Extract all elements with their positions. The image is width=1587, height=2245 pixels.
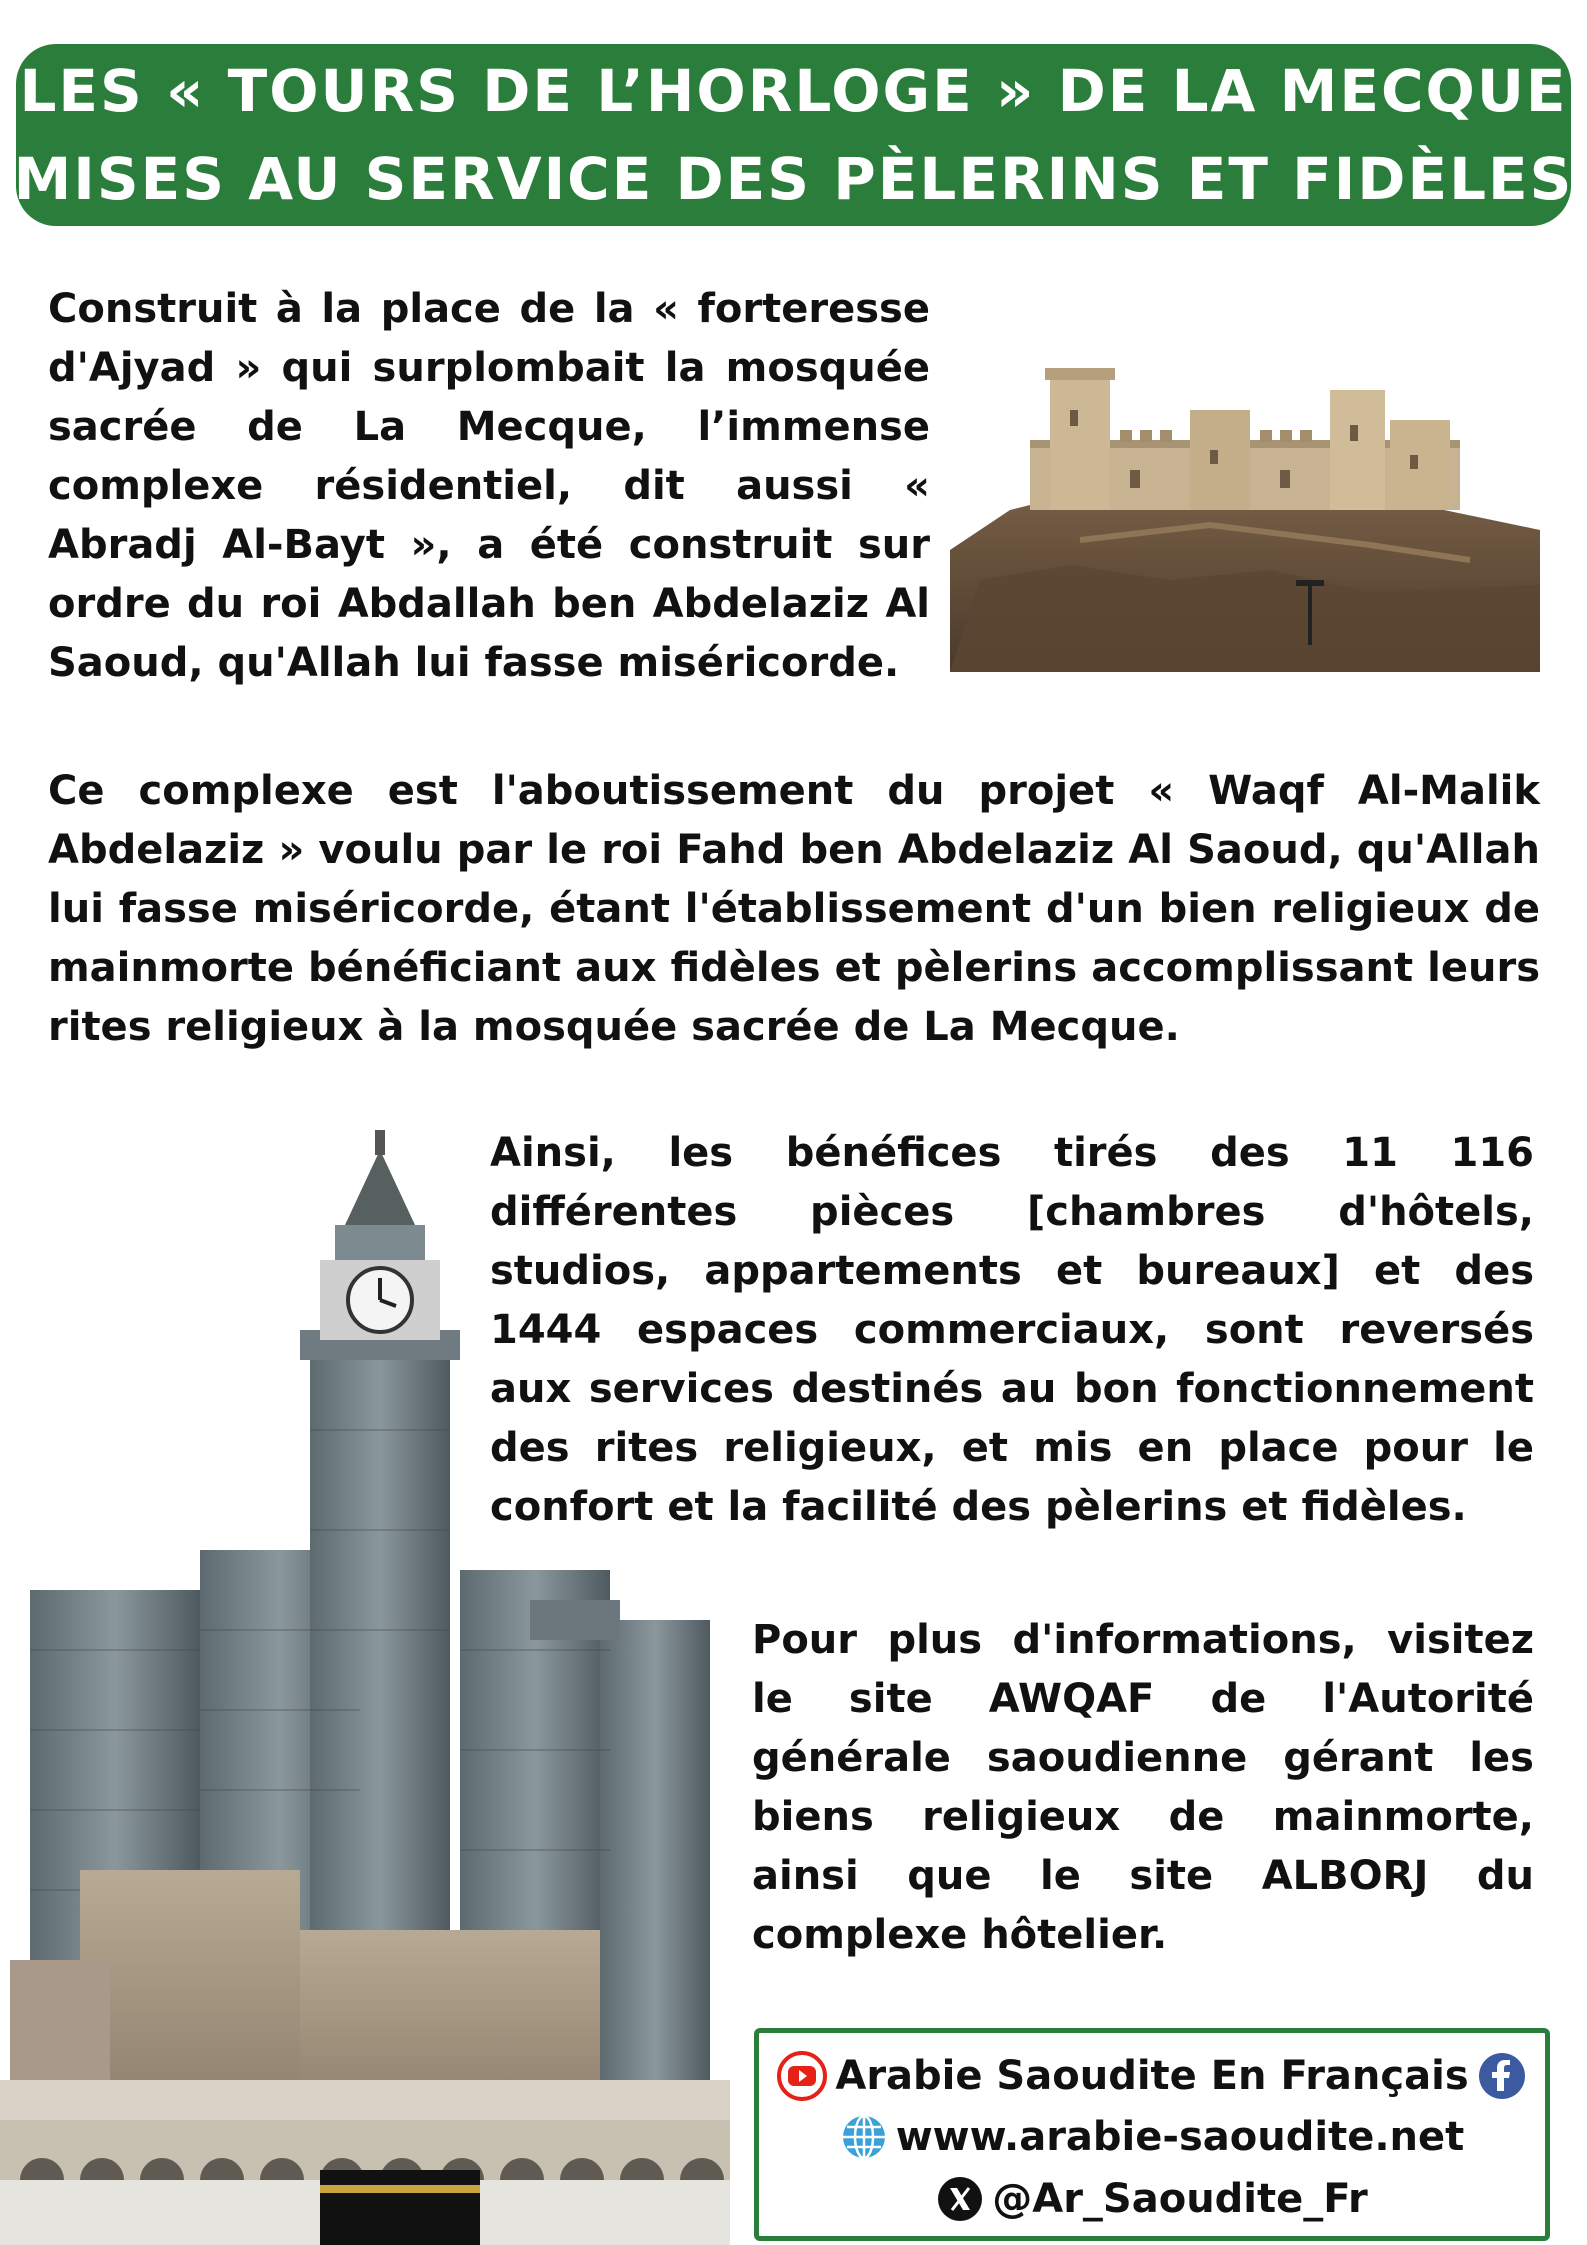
x-handle[interactable]: @Ar_Saoudite_Fr <box>992 2176 1368 2222</box>
title-banner <box>13 44 1574 226</box>
globe-icon <box>840 2113 888 2161</box>
x-icon[interactable] <box>936 2175 984 2223</box>
paragraph-forteresse: Construit à la place de la « forteresse d'Ajyad » qui surplombait la mosquée sacrée de La Mecque, l’immense complexe résidentiel, dit aussi « Abradj Al-Bayt », a été construit sur ordre du roi Abdallah ben Abdelaziz Al Saoud, qu'Allah lui fasse miséricorde. <box>48 286 930 686</box>
footer-channel-row <box>759 2051 1545 2101</box>
title-line-1: LES « TOURS DE L’HORLOGE » DE LA MECQUE <box>19 57 1568 125</box>
channel-name[interactable]: Arabie Saoudite En Français <box>835 2053 1469 2099</box>
paragraph-informations: Pour plus d'informations, visitez le site AWQAF de l'Autorité générale saoudienne gérant les biens religieux de mainmorte, ainsi que le site ALBORJ du complexe hôtelier. <box>752 1617 1534 1958</box>
title-line-2: MISES AU SERVICE DES PÈLERINS ET FIDÈLES <box>13 145 1574 213</box>
youtube-icon[interactable] <box>777 2051 827 2101</box>
footer-handle-row <box>759 2175 1545 2223</box>
ajyad-fortress-image <box>950 330 1540 672</box>
footer-website-row <box>759 2113 1545 2161</box>
social-footer <box>754 2028 1550 2241</box>
facebook-icon[interactable] <box>1477 2051 1527 2101</box>
paragraph-benefices: Ainsi, les bénéfices tirés des 11 116 différentes pièces [chambres d'hôtels, studios, appartements et bureaux] et des 1444 espaces commerciaux, sont reversés aux services destinés au bon fonctionnement des rites religieux, et mis en place pour le confort et la facilité des pèlerins et fidèles. <box>490 1130 1534 1530</box>
paragraph-waqf: Ce complexe est l'aboutissement du projet « Waqf Al-Malik Abdelaziz » voulu par le roi Fahd ben Abdelaziz Al Saoud, qu'Allah lui fasse miséricorde, étant l'établissement d'un bien religieux de mainmorte bénéficiant aux fidèles et pèlerins accomplissant leurs rites religieux à la mosquée sacrée de La Mecque. <box>48 768 1540 1050</box>
website-link[interactable]: www.arabie-saoudite.net <box>895 2114 1465 2160</box>
